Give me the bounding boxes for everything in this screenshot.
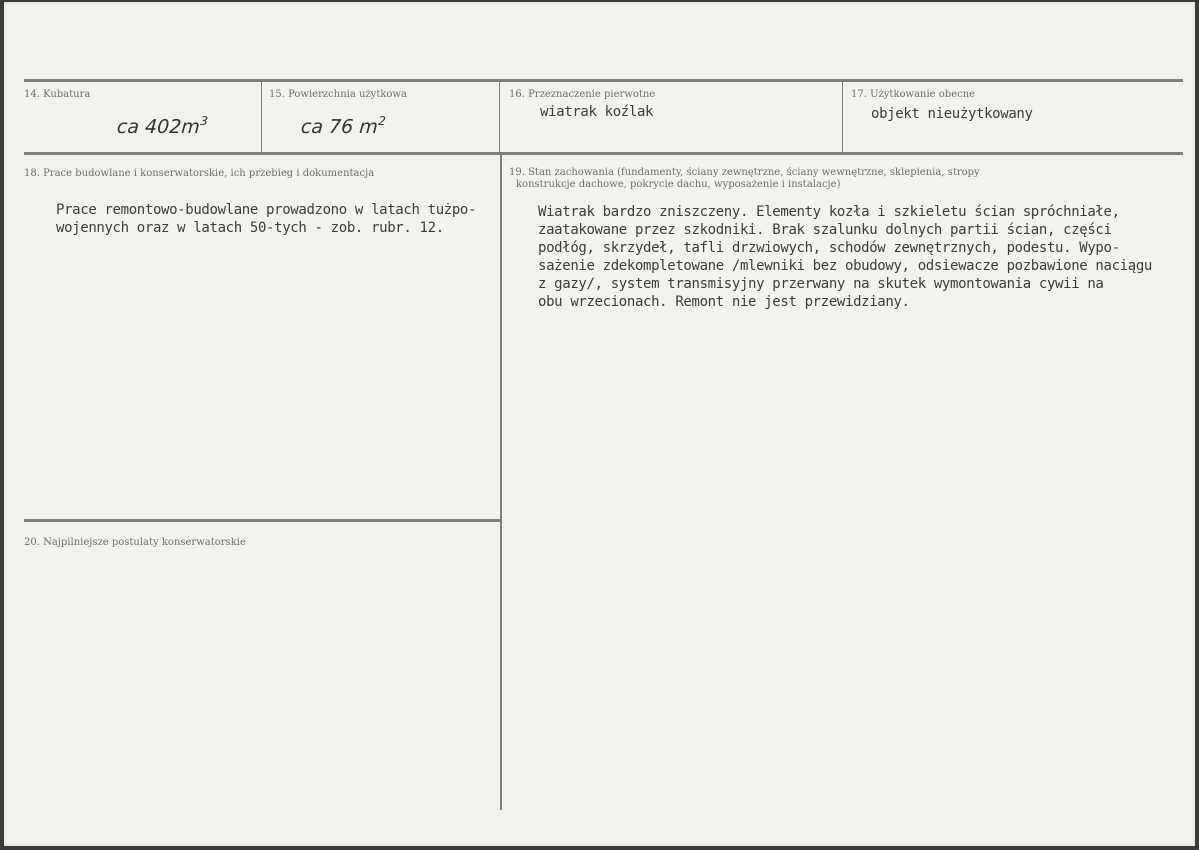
kubatura-label: 14. Kubatura	[24, 89, 91, 100]
section-18-bottom-rule	[24, 519, 500, 522]
stan-text	[538, 203, 1152, 311]
main-column-divider	[500, 153, 502, 810]
stan-line: z gazy/, system transmisyjny przerwany na skutek wymontowania cywii na	[538, 276, 1104, 292]
prace-label: 18. Prace budowlane i konserwatorskie, ich przebieg i dokumentacja	[24, 168, 375, 179]
stan-line: sażenie zdekompletowane /mlewniki bez obudowy, odsiewacze pozbawione naciągu	[538, 258, 1152, 274]
stan-line: obu wrzecionach. Remont nie jest przewidziany.	[538, 294, 910, 310]
record-card	[4, 2, 1195, 846]
stan-label	[509, 167, 980, 191]
powierzchnia-value: ca 76 $m^2$	[300, 114, 387, 138]
stan-line: zaatakowane przez szkodniki. Brak szalunku dolnych partii ścian, części	[538, 222, 1112, 238]
stan-line: Wiatrak bardzo zniszczeny. Elementy kozła i szkieletu ścian spróchniałe,	[538, 204, 1120, 220]
divider-16-17	[842, 80, 843, 154]
prace-line: Prace remontowo-budowlane prowadzono w latach tużpo-	[56, 202, 477, 218]
prace-line: wojennych oraz w latach 50-tych - zob. rubr. 12.	[56, 220, 444, 236]
uzytkowanie-label: 17. Użytkowanie obecne	[851, 89, 976, 100]
uzytkowanie-value: objekt nieużytkowany	[871, 106, 1033, 122]
przeznaczenie-value: wiatrak koźlak	[540, 104, 654, 120]
divider-15-16	[499, 80, 500, 154]
divider-14-15	[261, 80, 262, 154]
prace-text	[56, 201, 476, 237]
stan-label-line: 19. Stan zachowania (fundamenty, ściany zewnętrzne, ściany wewnętrzne, sklepienia, stropy	[509, 167, 980, 178]
stan-label-line: konstrukcje dachowe, pokrycie dachu, wyposażenie i instalacje)	[516, 179, 841, 190]
przeznaczenie-label: 16. Przeznaczenie pierwotne	[509, 89, 656, 100]
powierzchnia-label: 15. Powierzchnia użytkowa	[269, 89, 407, 100]
header-bottom-rule	[24, 152, 1183, 155]
kubatura-value: ca $402m^3$	[116, 114, 209, 138]
stan-line: podłóg, skrzydeł, tafli drzwiowych, schodów zewnętrznych, podestu. Wypo-	[538, 240, 1120, 256]
top-rule	[24, 79, 1183, 82]
postulaty-label: 20. Najpilniejsze postulaty konserwatorskie	[24, 537, 246, 548]
